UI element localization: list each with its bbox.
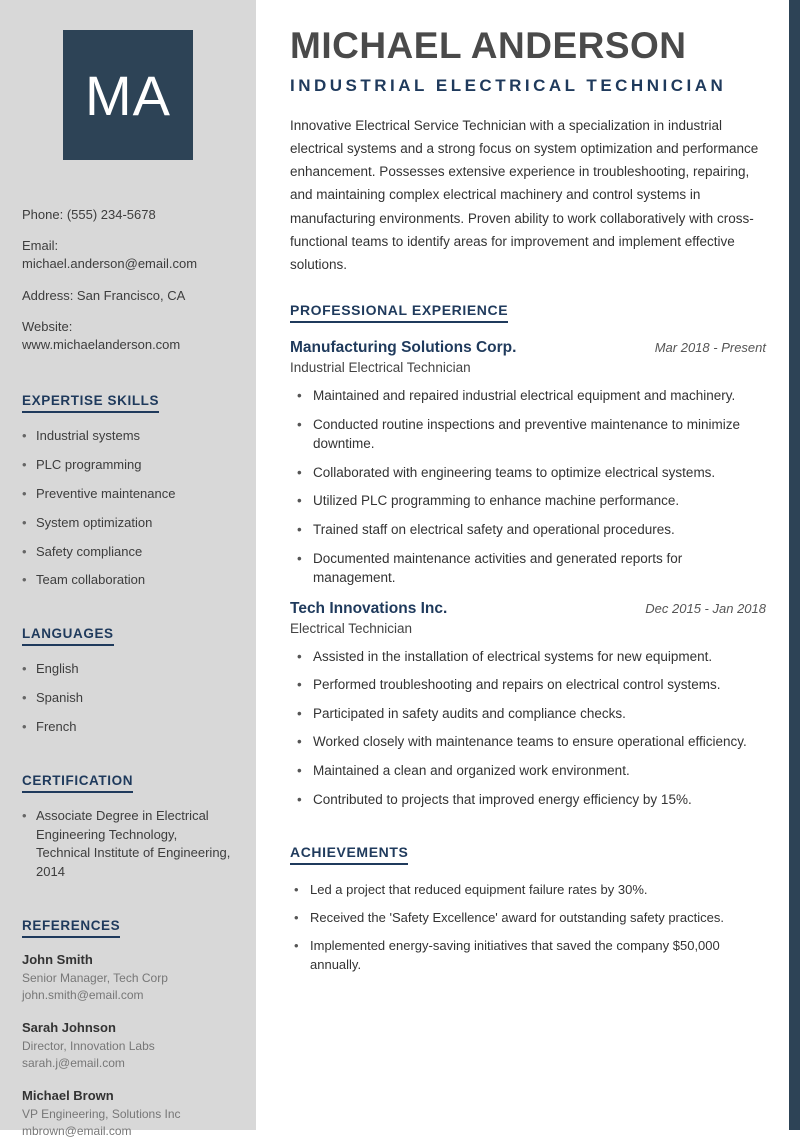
reference-name: Sarah Johnson [22,1019,116,1035]
job-dates: Dec 2015 - Jan 2018 [645,600,766,616]
contact-item: Phone: (555) 234-5678 [22,207,156,222]
language-item: • Spanish [22,689,234,708]
achievement-bullet: • Received the 'Safety Excellence' award for outstanding safety practices. [294,909,766,928]
job-bullet: • Participated in safety audits and compliance checks. [297,704,766,724]
job-bullet: • Collaborated with engineering teams to optimize electrical systems. [297,463,766,483]
skill-item: • Safety compliance [22,543,234,562]
company-name: Tech Innovations Inc. [290,599,448,617]
job-bullet: • Trained staff on electrical safety and operational procedures. [297,520,766,540]
job-header [290,600,766,618]
reference-role: VP Engineering, Solutions Inc [22,1106,181,1121]
monogram-badge [63,30,193,160]
skill-item: • Preventive maintenance [22,485,234,504]
job-bullet: • Maintained a clean and organized work environment. [297,761,766,781]
job-bullet: • Worked closely with maintenance teams to ensure operational efficiency. [297,732,766,752]
reference-item [22,952,234,1005]
job-dates: Mar 2018 - Present [654,340,766,356]
sidebar-heading-certification: CERTIFICATION [22,773,133,793]
job-bullet: • Documented maintenance activities and generated reports for management. [297,549,766,588]
skill-item: • PLC programming [22,456,234,475]
job-role: Industrial Electrical Technician [290,360,471,376]
sidebar [0,0,256,1139]
certification-item: • Associate Degree in Electrical Engineering Technology, Technical Institute of Engineering, 2014 [22,807,234,882]
right-edge-accent-bar [789,0,800,1130]
reference-email: mbrown@email.com [22,1124,132,1139]
sidebar-heading-languages: LANGUAGES [22,626,114,646]
reference-name: John Smith [22,952,93,968]
skill-item: • System optimization [22,514,234,533]
references-list [22,952,234,1140]
job-role: Electrical Technician [290,620,413,636]
skill-item: • Team collaboration [22,571,234,590]
job-bullet: • Maintained and repaired industrial electrical equipment and machinery. [297,386,766,406]
person-name: MICHAEL ANDERSON [290,25,687,66]
experience-job [290,339,766,588]
job-bullet: • Utilized PLC programming to enhance machine performance. [297,491,766,511]
job-bullet: • Performed troubleshooting and repairs on electrical control systems. [297,675,766,695]
experience-job [290,600,766,809]
sidebar-heading-skills: EXPERTISE SKILLS [22,393,159,413]
sidebar-heading-references: REFERENCES [22,918,120,938]
contact-item: Address: San Francisco, CA [22,287,186,303]
monogram-initials: MA [85,63,171,127]
job-bullet: • Conducted routine inspections and preventive maintenance to minimize downtime. [297,415,766,454]
reference-role: Director, Innovation Labs [22,1038,155,1053]
job-bullet-list [297,647,766,809]
certification-list [22,807,234,882]
skills-list [22,427,234,590]
contact-item: Website: www.michaelanderson.com [22,318,181,352]
achievement-bullet: • Led a project that reduced equipment failure rates by 30%. [294,881,766,900]
contact-list [22,206,234,354]
reference-role: Senior Manager, Tech Corp [22,971,168,986]
job-bullet-list [297,386,766,588]
language-item: • French [22,718,234,737]
company-name: Manufacturing Solutions Corp. [290,339,517,357]
achievement-bullet: • Implemented energy-saving initiatives that saved the company $50,000 annually. [294,937,766,975]
job-bullet: • Assisted in the installation of electrical systems for new equipment. [297,647,766,667]
person-title: INDUSTRIAL ELECTRICAL TECHNICIAN [290,75,727,95]
reference-email: sarah.j@email.com [22,1056,125,1071]
achievements-list [294,881,766,974]
main-column [256,0,800,1130]
contact-item: Email: michael.anderson@email.com [22,238,198,272]
section-heading-experience: PROFESSIONAL EXPERIENCE [290,302,508,323]
summary-paragraph: Innovative Electrical Service Technician with a specialization in industrial electrical systems and a strong focus on system optimization and performance enhancement. Possesses extensive experience in troubleshooting, repairing, and maintaining complex electrical machinery and control systems in manufacturing environments. Proven ability to work collaboratively with cross-functional teams to identify areas for improvement and implement effective solutions. [290,117,759,272]
reference-item [22,1088,234,1140]
reference-name: Michael Brown [22,1087,114,1103]
language-item: • English [22,660,234,679]
job-header [290,339,766,357]
reference-item [22,1020,234,1073]
section-heading-achievements: ACHIEVEMENTS [290,844,408,865]
reference-email: john.smith@email.com [22,988,144,1003]
languages-list [22,660,234,737]
job-bullet: • Contributed to projects that improved energy efficiency by 15%. [297,790,766,810]
skill-item: • Industrial systems [22,427,234,446]
